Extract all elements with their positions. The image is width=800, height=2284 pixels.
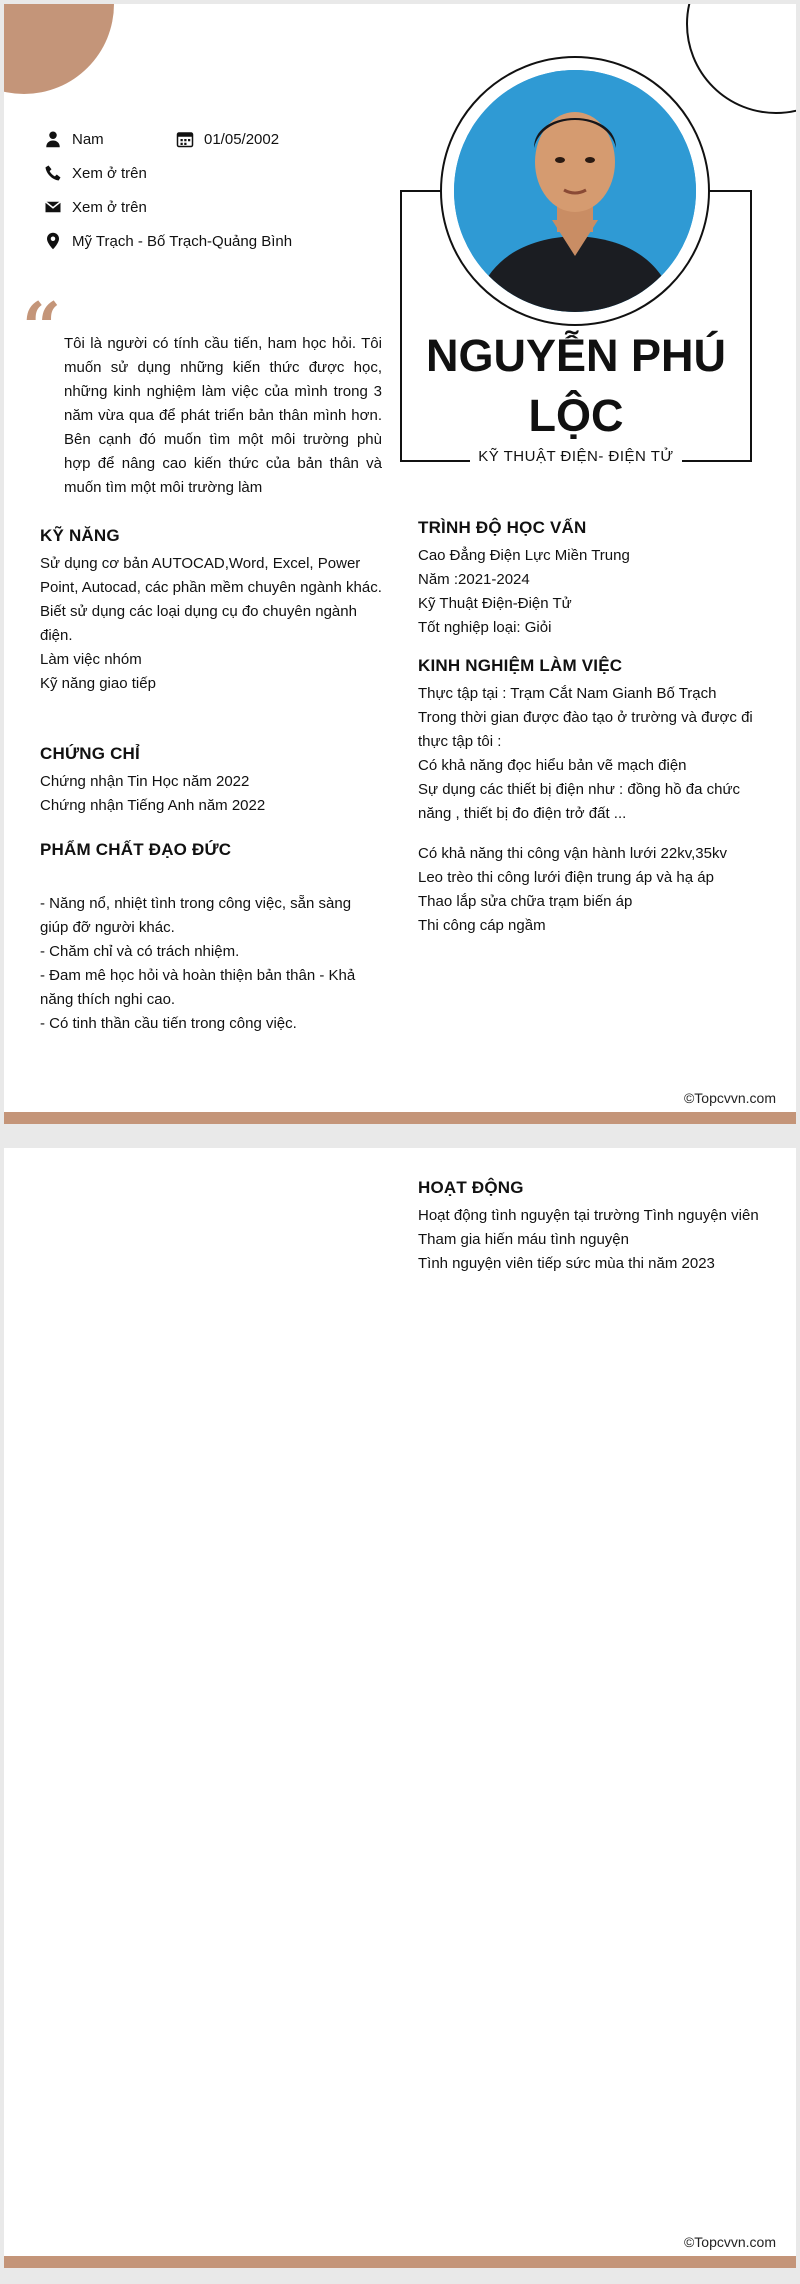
- list-item: Tình nguyện viên tiếp sức mùa thi năm 2023: [418, 1255, 715, 1272]
- experience-list: [418, 682, 762, 826]
- phone-icon: [44, 164, 62, 182]
- list-item: Cao Đẳng Điện Lực Miền Trung: [418, 547, 630, 564]
- list-item: Có khả năng thi công vận hành lưới 22kv,35kv: [418, 845, 727, 862]
- decorative-corner-circle: [4, 4, 114, 94]
- list-item: Sự dụng các thiết bị điện như : đồng hồ đa chức năng , thiết bị đo điện trở đất ...: [418, 781, 741, 822]
- portrait-illustration: [454, 70, 696, 312]
- footer-watermark: ©Topcvvn.com: [683, 1090, 776, 1106]
- list-item: Chứng nhận Tin Học năm 2022: [40, 773, 250, 790]
- full-name-line-1: NGUYỄN PHÚ: [425, 330, 727, 381]
- avatar-frame: [440, 56, 710, 326]
- birthdate-text: 01/05/2002: [204, 130, 280, 148]
- list-item: Kỹ năng giao tiếp: [40, 675, 156, 692]
- list-item: Sử dụng cơ bản AUTOCAD,Word, Excel, Power Point, Autocad, các phần mềm chuyên ngành khác.: [40, 555, 382, 596]
- address-info: [44, 232, 292, 250]
- location-icon: [44, 232, 62, 250]
- activities-list: [418, 1204, 762, 1276]
- ethics-list: [40, 892, 382, 1036]
- bottom-accent-bar: [4, 1112, 796, 1124]
- list-item: Làm việc nhóm: [40, 651, 142, 668]
- footer-watermark: ©Topcvvn.com: [683, 2234, 776, 2250]
- quote-icon: “: [22, 288, 62, 368]
- job-title-text: KỸ THUẬT ĐIỆN- ĐIỆN TỬ: [470, 448, 682, 465]
- calendar-icon: [176, 130, 194, 148]
- full-name-line-2: LỘC: [528, 390, 624, 441]
- avatar: [454, 70, 696, 312]
- person-icon: [44, 130, 62, 148]
- gender-info: [44, 130, 104, 148]
- list-item: - Chăm chỉ và có trách nhiệm.: [40, 943, 240, 960]
- list-item: Thực tập tại : Trạm Cắt Nam Gianh Bố Trạch: [418, 685, 717, 702]
- full-name: [400, 326, 752, 446]
- list-item: - Có tinh thần cầu tiến trong công việc.: [40, 1015, 297, 1032]
- list-item: - Năng nổ, nhiệt tình trong công việc, sẵn sàng giúp đỡ người khác.: [40, 895, 352, 936]
- birthdate-info: [176, 130, 279, 148]
- list-item: Năm :2021-2024: [418, 571, 530, 588]
- list-item: Có khả năng đọc hiểu bản vẽ mạch điện: [418, 757, 687, 774]
- cv-page-1: [4, 4, 796, 1124]
- list-item: Thi công cáp ngầm: [418, 917, 546, 934]
- ethics-title: PHẨM CHẤT ĐẠO ĐỨC: [40, 840, 232, 859]
- email-text: Xem ở trên: [72, 198, 147, 216]
- list-item: Tham gia hiến máu tình nguyện: [418, 1231, 629, 1248]
- list-item: Tốt nghiệp loại: Giỏi: [418, 619, 552, 636]
- certificates-list: [40, 770, 382, 818]
- list-item: Chứng nhận Tiếng Anh năm 2022: [40, 797, 266, 814]
- list-item: Leo trèo thi công lưới điện trung áp và hạ áp: [418, 869, 714, 886]
- skills-title: KỸ NĂNG: [40, 526, 120, 545]
- bottom-accent-bar: [4, 2256, 796, 2268]
- address-text: Mỹ Trạch - Bố Trạch-Quảng Bình: [72, 232, 293, 250]
- list-item: Kỹ Thuật Điện-Điện Tử: [418, 595, 572, 612]
- about-text: Tôi là người có tính cầu tiến, ham học hỏi. Tôi muốn sử dụng những kiến thức được học, những kinh nghiệm làm việc của mình trong 3 năm vừa qua để phát triển bản thân mình hơn. Bên cạnh đó muốn tìm một môi trường phù hợp để nâng cao kiến thức của bản thân và muốn tìm một môi trường làm: [64, 335, 382, 496]
- list-item: Trong thời gian được đào tạo ở trường và được đi thực tập tôi :: [418, 709, 753, 750]
- list-item: Hoạt động tình nguyện tại trường Tình nguyện viên: [418, 1207, 759, 1224]
- education-list: [418, 544, 762, 640]
- education-title: TRÌNH ĐỘ HỌC VẤN: [418, 518, 587, 537]
- decorative-corner-ring: [686, 4, 796, 114]
- certificates-title: CHỨNG CHỈ: [40, 744, 140, 763]
- gender-text: Nam: [72, 130, 104, 148]
- list-item: Thao lắp sửa chữa trạm biến áp: [418, 893, 633, 910]
- activities-title: HOẠT ĐỘNG: [418, 1178, 524, 1197]
- mail-icon: [44, 198, 62, 216]
- phone-info: [44, 164, 147, 182]
- job-title: [400, 448, 752, 465]
- skills-list: [40, 552, 382, 696]
- phone-text: Xem ở trên: [72, 164, 147, 182]
- experience-list-2: [418, 842, 762, 938]
- cv-page-2: [4, 1148, 796, 2268]
- experience-title: KINH NGHIỆM LÀM VIỆC: [418, 656, 623, 675]
- list-item: - Đam mê học hỏi và hoàn thiện bản thân - Khả năng thích nghi cao.: [40, 967, 356, 1008]
- list-item: Biết sử dụng các loại dụng cụ đo chuyên ngành điện.: [40, 603, 357, 644]
- email-info: [44, 198, 147, 216]
